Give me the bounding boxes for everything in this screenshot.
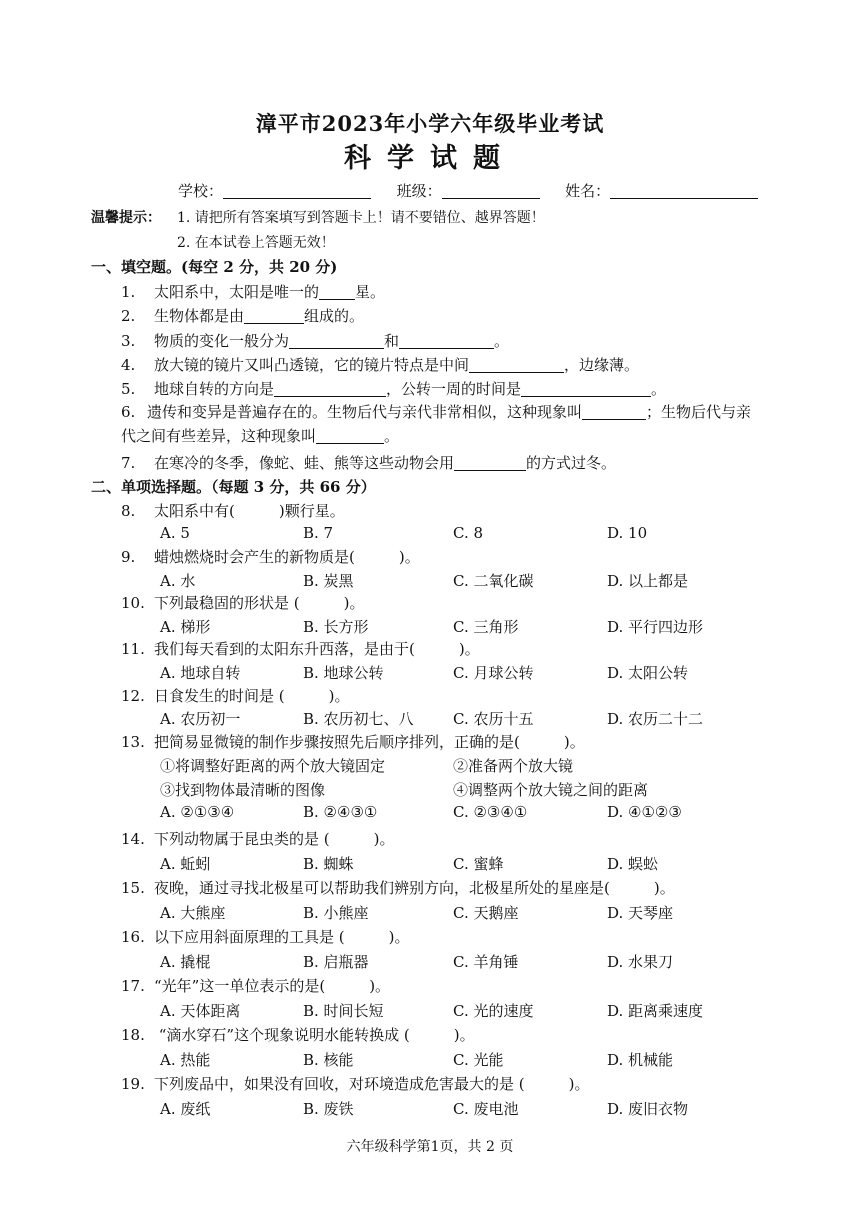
fill-question: 1. 太阳系中，太阳是唯一的 星。 bbox=[121, 283, 386, 301]
option-c: C. ②③④① bbox=[453, 803, 528, 821]
option-b: B. 炭黑 bbox=[303, 572, 354, 590]
answer-blank bbox=[319, 284, 355, 300]
option-d: D. 机械能 bbox=[607, 1051, 674, 1069]
option-a: A. 撬棍 bbox=[160, 953, 211, 971]
choice-question: 15. 夜晚，通过寻找北极星可以帮助我们辨别方向，北极星所处的星座是( )。 bbox=[121, 879, 675, 897]
choice-question: 12. 日食发生的时间是 ( )。 bbox=[121, 687, 350, 705]
answer-blank bbox=[469, 357, 564, 373]
answer-blank bbox=[289, 333, 384, 349]
option-a: A. 大熊座 bbox=[160, 904, 226, 922]
option-b: B. 启瓶器 bbox=[303, 953, 369, 971]
answer-blank bbox=[454, 455, 526, 471]
choice-question: 16. 以下应用斜面原理的工具是 ( )。 bbox=[121, 928, 410, 946]
option-b: B. 地球公转 bbox=[303, 664, 384, 682]
option-d: D. 太阳公转 bbox=[607, 664, 689, 682]
answer-blank bbox=[316, 428, 384, 444]
option-b: B. 核能 bbox=[303, 1051, 354, 1069]
option-b: B. 时间长短 bbox=[303, 1002, 384, 1020]
answer-blank bbox=[399, 333, 494, 349]
name-field bbox=[610, 182, 758, 199]
school-label: 学校： bbox=[178, 182, 224, 200]
student-info-line bbox=[178, 180, 758, 201]
school-field bbox=[223, 182, 371, 199]
answer-blank bbox=[582, 404, 646, 420]
option-b: B. 长方形 bbox=[303, 618, 369, 636]
option-d: D. 以上都是 bbox=[607, 572, 689, 590]
option-d: D. 水果刀 bbox=[607, 953, 674, 971]
option-d: D. ④①②③ bbox=[607, 803, 682, 821]
option-c: C. 农历十五 bbox=[453, 710, 534, 728]
option-a: A. 水 bbox=[160, 572, 196, 590]
option-d: D. 蜈蚣 bbox=[607, 855, 659, 873]
tip-item: 1. 请把所有答案填写到答题卡上！请不要错位、越界答题！ bbox=[177, 210, 545, 226]
answer-blank bbox=[274, 381, 386, 397]
tips-block bbox=[91, 207, 545, 257]
option-d: D. 距离乘速度 bbox=[607, 1002, 704, 1020]
fill-question: 5. 地球自转的方向是 ，公转一周的时间是 。 bbox=[121, 380, 667, 398]
choice-question: 10. 下列最稳固的形状是 ( )。 bbox=[121, 594, 365, 612]
option-c: C. 三角形 bbox=[453, 618, 519, 636]
option-b: B. 小熊座 bbox=[303, 904, 369, 922]
section-title: 一、填空题。(每空 2 分，共 20 分) bbox=[91, 258, 338, 276]
option-c: C. 光的速度 bbox=[453, 1002, 534, 1020]
option-d: D. 农历二十二 bbox=[607, 710, 704, 728]
fill-question: 3. 物质的变化一般分为 和 。 bbox=[121, 332, 510, 350]
option-c: C. 天鹅座 bbox=[453, 904, 519, 922]
option-b: B. ②④③① bbox=[303, 803, 378, 821]
option-d: D. 10 bbox=[607, 524, 648, 542]
choice-question: 17. “光年”这一单位表示的是( )。 bbox=[121, 977, 391, 995]
exam-subtitle: 科学试题 bbox=[344, 143, 516, 174]
tips-label: 温馨提示： bbox=[91, 210, 161, 226]
answer-blank bbox=[521, 381, 651, 397]
tip-item: 2. 在本试卷上答题无效！ bbox=[177, 235, 335, 251]
choice-question: 13. 把简易显微镜的制作步骤按照先后顺序排列，正确的是( )。 bbox=[121, 733, 585, 751]
option-a: A. 地球自转 bbox=[160, 664, 241, 682]
option-b: B. 农历初七、八 bbox=[303, 710, 414, 728]
option-c: C. 蜜蜂 bbox=[453, 855, 504, 873]
choice-question: 8. 太阳系中有( )颗行星。 bbox=[121, 502, 345, 520]
choice-question: 19. 下列废品中，如果没有回收，对环境造成危害最大的是 ( )。 bbox=[121, 1075, 590, 1093]
option-a: A. ②①③④ bbox=[160, 803, 235, 821]
class-field bbox=[442, 182, 540, 199]
option-b: B. 废铁 bbox=[303, 1100, 354, 1118]
fill-question: 2. 生物体都是由 组成的。 bbox=[121, 307, 365, 325]
option-c: C. 光能 bbox=[453, 1051, 504, 1069]
option-a: A. 梯形 bbox=[160, 618, 211, 636]
option-c: C. 羊角锤 bbox=[453, 953, 519, 971]
name-label: 姓名： bbox=[565, 182, 611, 200]
option-d: D. 天琴座 bbox=[607, 904, 674, 922]
fill-question: 4. 放大镜的镜片又叫凸透镜，它的镜片特点是中间 ，边缘薄。 bbox=[121, 356, 640, 374]
exam-title: 漳平市2023年小学六年级毕业考试 bbox=[255, 111, 605, 136]
option-a: A. 热能 bbox=[160, 1051, 211, 1069]
step-item: ③找到物体最清晰的图像 bbox=[160, 781, 326, 799]
option-d: D. 废旧衣物 bbox=[607, 1100, 689, 1118]
choice-question: 14. 下列动物属于昆虫类的是 ( )。 bbox=[121, 830, 395, 848]
class-label: 班级： bbox=[396, 182, 442, 200]
step-item: ②准备两个放大镜 bbox=[453, 757, 574, 775]
option-c: C. 月球公转 bbox=[453, 664, 534, 682]
page-footer: 六年级科学第1页，共 2 页 bbox=[346, 1139, 514, 1155]
option-c: C. 8 bbox=[453, 524, 484, 542]
choice-question: 9. 蜡烛燃烧时会产生的新物质是( )。 bbox=[121, 548, 420, 566]
option-c: C. 二氧化碳 bbox=[453, 572, 534, 590]
option-a: A. 天体距离 bbox=[160, 1002, 241, 1020]
step-item: ①将调整好距离的两个放大镜固定 bbox=[160, 757, 386, 775]
option-a: A. 废纸 bbox=[160, 1100, 211, 1118]
choice-question: 18. “滴水穿石”这个现象说明水能转换成 ( )。 bbox=[121, 1026, 475, 1044]
option-c: C. 废电池 bbox=[453, 1100, 519, 1118]
fill-question: 6. 遗传和变异是普遍存在的。生物后代与亲代非常相似，这种现象叫 ；生物后代与亲代之间有些差异，这种现象叫 。 bbox=[121, 403, 752, 445]
option-d: D. 平行四边形 bbox=[607, 618, 704, 636]
choice-question: 11. 我们每天看到的太阳东升西落，是由于( )。 bbox=[121, 640, 480, 658]
option-a: A. 农历初一 bbox=[160, 710, 241, 728]
section-title: 二、单项选择题。（每题 3 分，共 66 分） bbox=[91, 478, 376, 496]
option-b: B. 7 bbox=[303, 524, 334, 542]
step-item: ④调整两个放大镜之间的距离 bbox=[453, 781, 649, 799]
option-a: A. 5 bbox=[160, 524, 190, 542]
answer-blank bbox=[244, 308, 304, 324]
fill-question: 7. 在寒冷的冬季，像蛇、蛙、熊等这些动物会用 的方式过冬。 bbox=[121, 454, 617, 472]
option-a: A. 蚯蚓 bbox=[160, 855, 211, 873]
option-b: B. 蜘蛛 bbox=[303, 855, 354, 873]
